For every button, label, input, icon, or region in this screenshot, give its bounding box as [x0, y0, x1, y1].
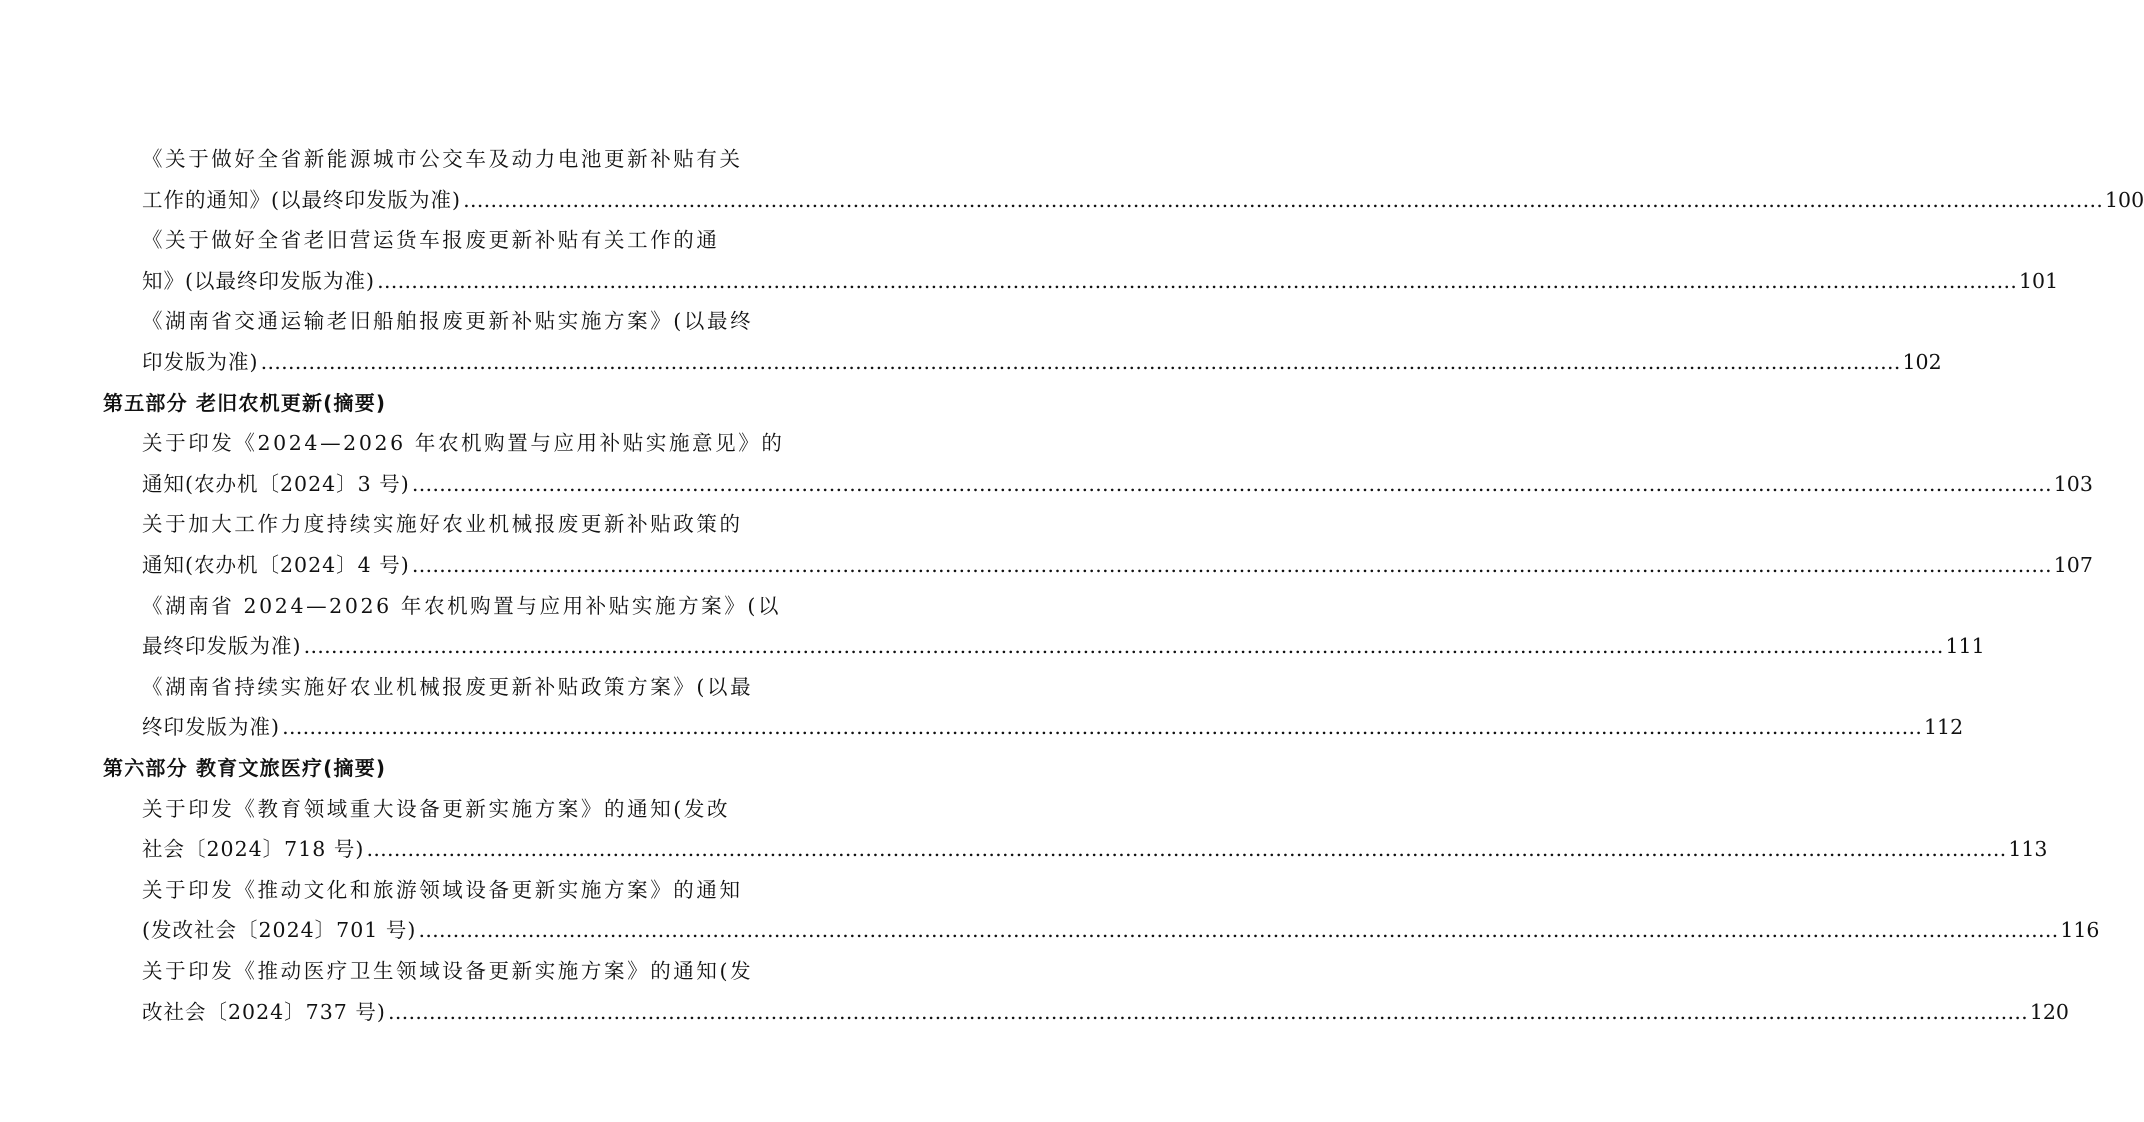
leader-dots: …………………………………………………………………………………………………………………………………………………………………………………………………………………… [463, 187, 2103, 212]
leader-dots: …………………………………………………………………………………………………………………………………………………………………………………………………………………… [260, 350, 1901, 374]
toc-entry-title: 《关于做好全省老旧营运货车报废更新补贴有关工作的通 [142, 228, 720, 253]
toc-entry-title: 《湖南省持续实施好农业机械报废更新补贴政策方案》(以最 [142, 674, 754, 699]
toc-entry-text: 印发版为准) [142, 350, 259, 374]
toc-entry-title: 《关于做好全省新能源城市公交车及动力电池更新补贴有关 [142, 147, 743, 171]
toc-entry-text: 工作的通知》(以最终印发版为准) [142, 187, 461, 212]
toc-entry-text: 最终印发版为准) [142, 634, 302, 659]
page-number: 113 [2008, 837, 2048, 862]
section-heading: 第五部分 老旧农机更新(摘要) [103, 390, 387, 415]
page-number: 107 [2053, 553, 2093, 577]
page-number: 103 [2053, 471, 2093, 496]
toc-entry-text: (发改社会〔2024〕701 号) [142, 918, 417, 943]
toc-entry-text: 社会〔2024〕718 号) [142, 837, 365, 862]
leader-dots: …………………………………………………………………………………………………………………………………………………………………………………………………………………… [303, 634, 1944, 659]
toc-entry-title: 关于印发《教育领域重大设备更新实施方案》的通知(发改 [142, 796, 731, 821]
toc-entry-text: 改社会〔2024〕737 号) [142, 999, 386, 1024]
toc-entry-title: 《湖南省 2024—2026 年农机购置与应用补贴实施方案》(以 [142, 593, 782, 618]
leader-dots: …………………………………………………………………………………………………………………………………………………………………………………………………………………… [418, 918, 2059, 943]
toc-entry-continuation [142, 707, 1964, 747]
toc-entry-continuation [142, 342, 1942, 382]
toc-entry-text: 知》(以最终印发版为准) [142, 268, 375, 293]
page-number: 116 [2060, 918, 2100, 943]
toc-entry-continuation [142, 180, 2144, 220]
leader-dots: …………………………………………………………………………………………………………………………………………………………………………………………………………………… [411, 553, 2052, 577]
toc-entry-title: 关于印发《推动医疗卫生领域设备更新实施方案》的通知(发 [142, 959, 754, 983]
toc-entry-text: 通知(农办机〔2024〕4 号) [142, 553, 410, 577]
section-heading: 第六部分 教育文旅医疗(摘要) [103, 756, 387, 780]
leader-dots: …………………………………………………………………………………………………………………………………………………………………………………………………………………… [411, 471, 2052, 496]
leader-dots: …………………………………………………………………………………………………………………………………………………………………………………………………………………… [387, 999, 2028, 1024]
leader-dots: …………………………………………………………………………………………………………………………………………………………………………………………………………………… [366, 837, 2007, 862]
toc-entry-title: 关于印发《2024—2026 年农机购置与应用补贴实施意见》的 [142, 431, 785, 456]
toc-entry-continuation [142, 829, 2048, 869]
toc-entry-continuation [142, 464, 2093, 504]
toc-entry-continuation [142, 626, 1985, 666]
toc-entry-text: 通知(农办机〔2024〕3 号) [142, 471, 410, 496]
toc-entry-text: 终印发版为准) [142, 715, 280, 740]
page-number: 112 [1924, 715, 1964, 740]
page-number: 120 [2029, 999, 2069, 1024]
leader-dots: …………………………………………………………………………………………………………………………………………………………………………………………………………………… [282, 715, 1922, 740]
toc-entry-title: 关于加大工作力度持续实施好农业机械报废更新补贴政策的 [142, 512, 743, 537]
toc-entry-continuation [142, 910, 2100, 950]
toc-entry-title: 关于印发《推动文化和旅游领域设备更新实施方案》的通知 [142, 877, 743, 902]
toc-entry-continuation [142, 992, 2069, 1032]
toc-entry-continuation [142, 261, 2059, 301]
page-number: 102 [1902, 350, 1942, 374]
page-number: 101 [2019, 268, 2059, 293]
page-number: 111 [1945, 634, 1985, 659]
page-number: 100 [2105, 187, 2144, 212]
toc-entry-continuation [142, 545, 2093, 585]
toc-entry-title: 《湖南省交通运输老旧船舶报废更新补贴实施方案》(以最终 [142, 309, 754, 334]
leader-dots: …………………………………………………………………………………………………………………………………………………………………………………………………………………… [377, 268, 2017, 293]
